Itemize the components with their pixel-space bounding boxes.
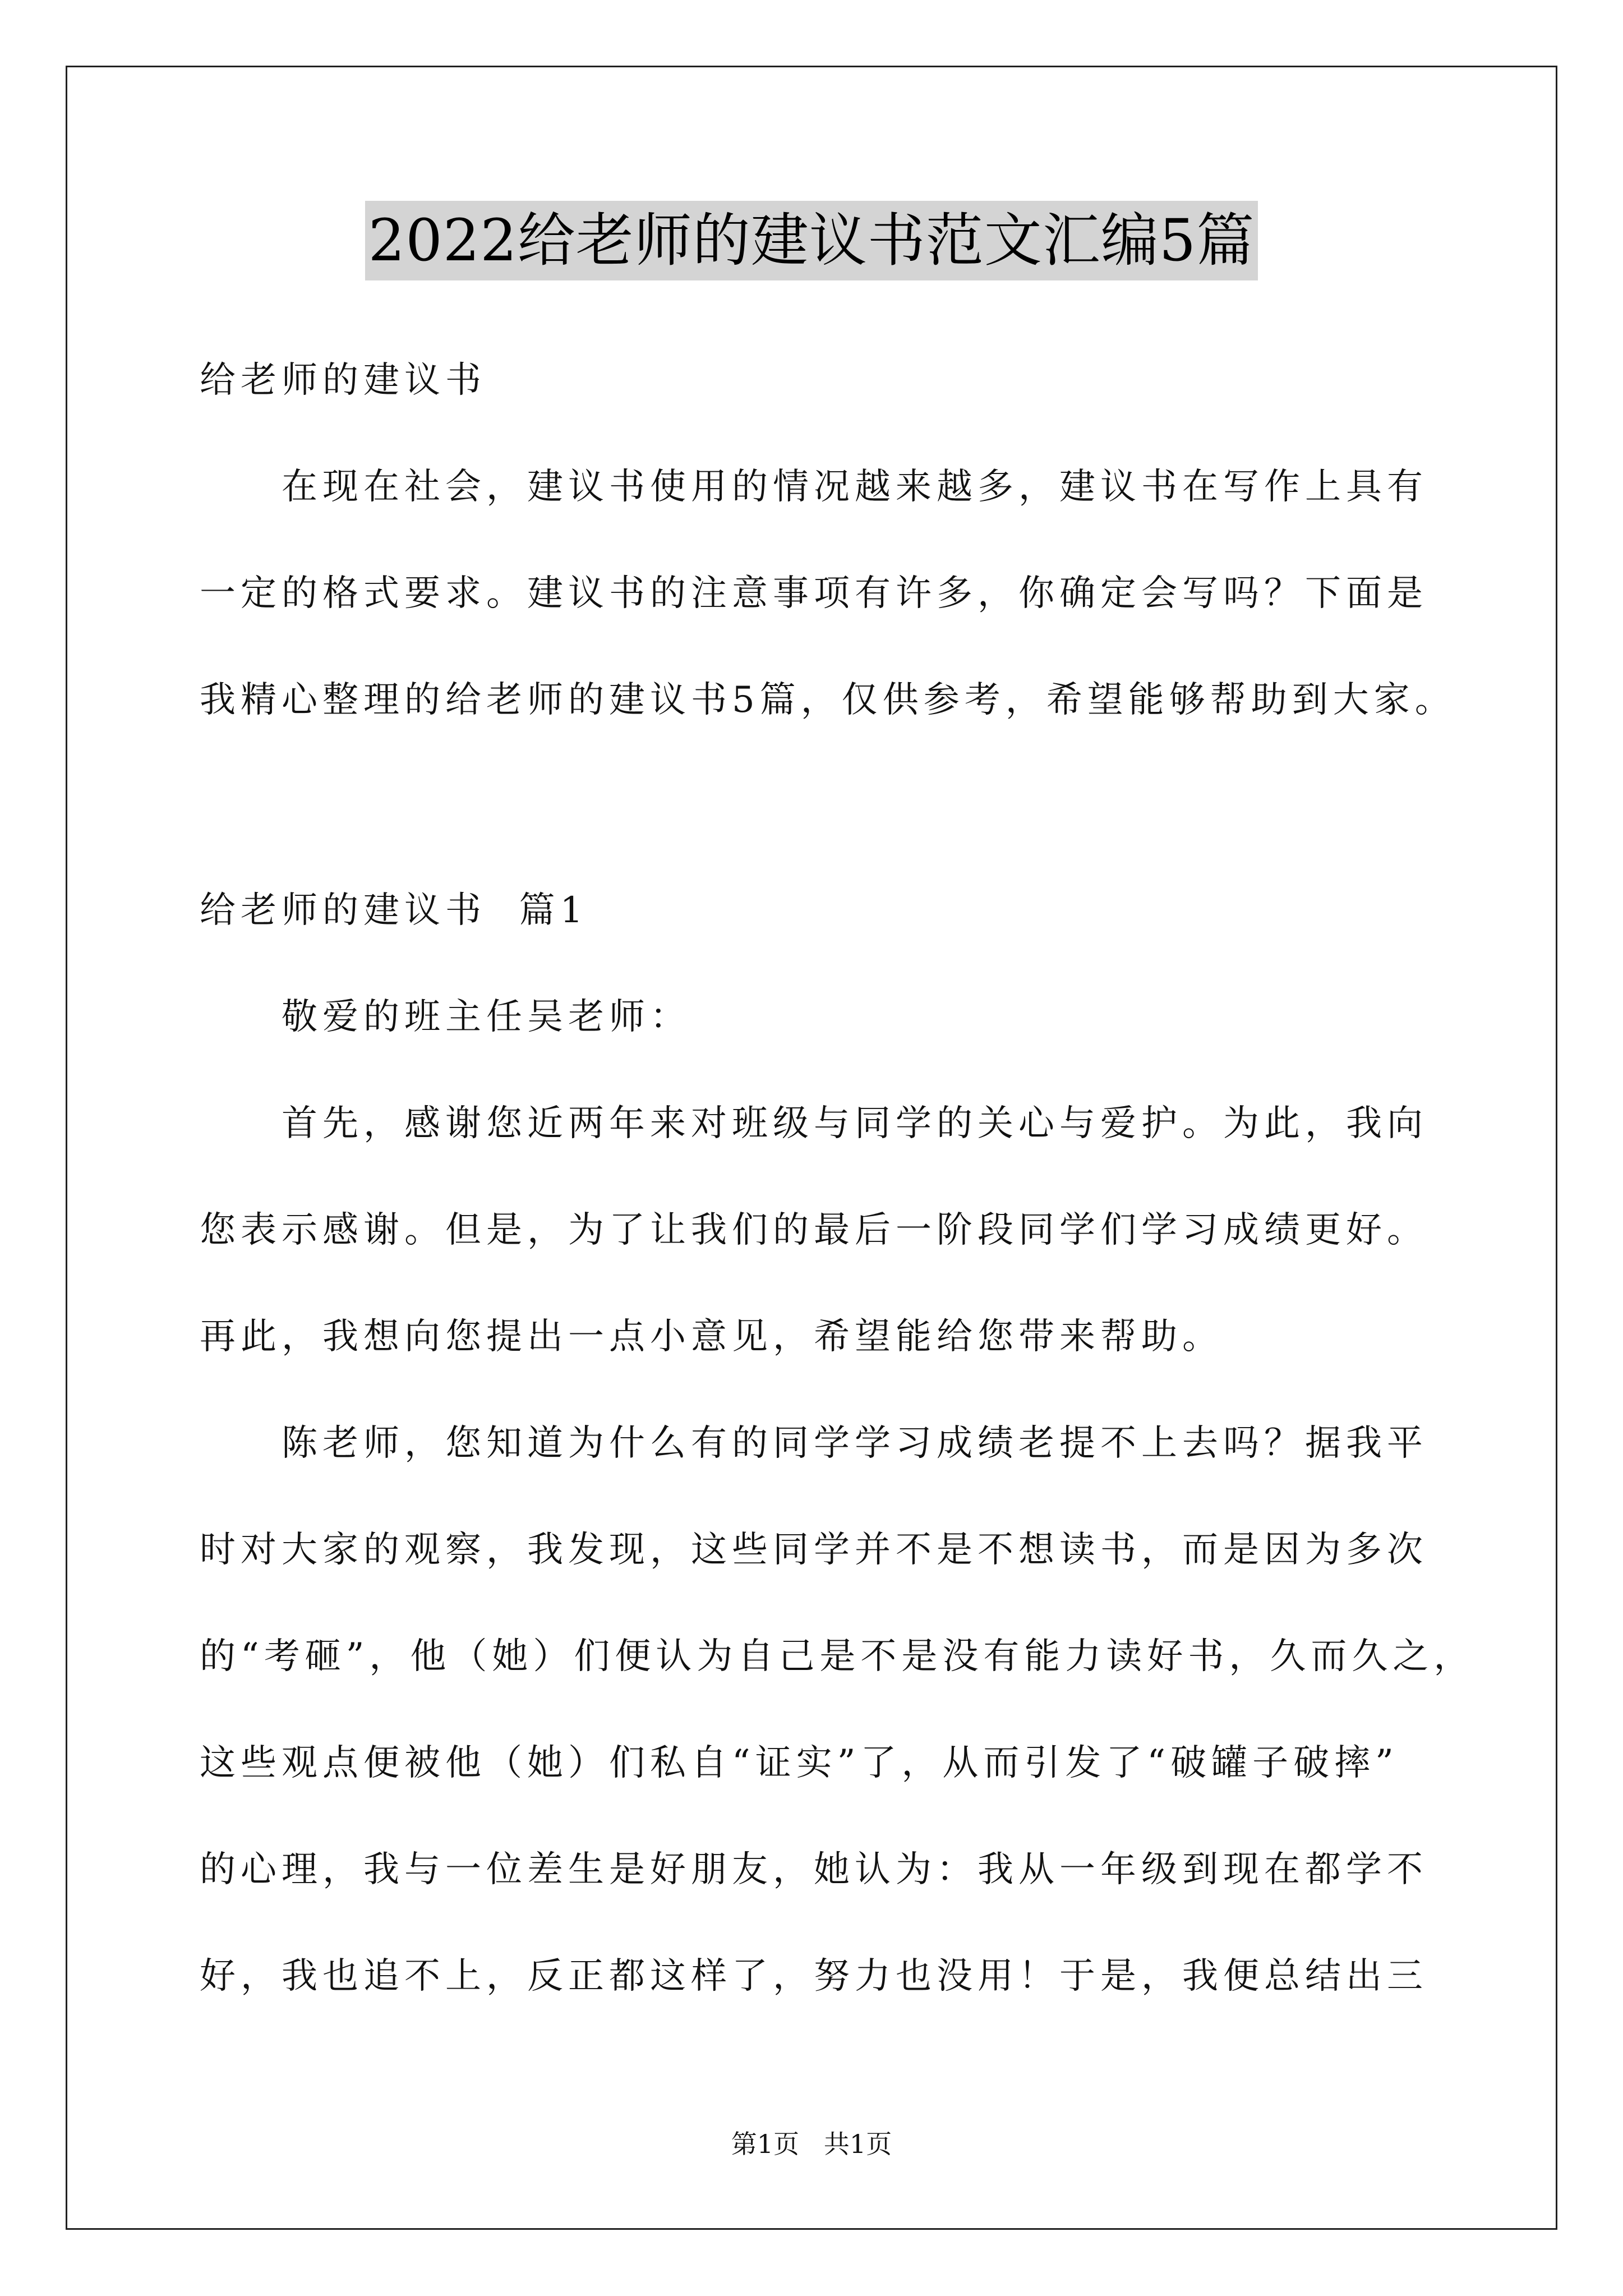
intro-line-1: 在现在社会，建议书使用的情况越来越多，建议书在写作上具有 bbox=[282, 466, 1428, 508]
section-heading: 给老师的建议书 bbox=[200, 360, 486, 401]
paragraph-2-line-3: 的“考砸”，他（她）们便认为自己是不是没有能力读好书，久而久之， bbox=[200, 1636, 1475, 1677]
article-heading: 给老师的建议书 篇1 bbox=[200, 890, 588, 931]
paragraph-1-line-1: 首先，感谢您近两年来对班级与同学的关心与爱护。为此，我向 bbox=[282, 1103, 1428, 1144]
salutation: 敬爱的班主任吴老师： bbox=[282, 996, 691, 1038]
intro-line-3: 我精心整理的给老师的建议书5篇，仅供参考，希望能够帮助到大家。 bbox=[200, 679, 1456, 721]
paragraph-2-line-4: 这些观点便被他（她）们私自“证实”了，从而引发了“破罐子破摔” bbox=[200, 1742, 1399, 1784]
paragraph-2-line-6: 好，我也追不上，反正都这样了，努力也没用！于是，我便总结出三 bbox=[200, 1955, 1428, 1997]
paragraph-2-line-5: 的心理，我与一位差生是好朋友，她认为：我从一年级到现在都学不 bbox=[200, 1849, 1428, 1890]
document-title: 2022给老师的建议书范文汇编5篇 bbox=[365, 201, 1258, 280]
paragraph-1-line-2: 您表示感谢。但是，为了让我们的最后一阶段同学们学习成绩更好。 bbox=[200, 1209, 1428, 1251]
paragraph-2-line-1: 陈老师，您知道为什么有的同学学习成绩老提不上去吗？据我平 bbox=[282, 1423, 1428, 1464]
intro-line-2: 一定的格式要求。建议书的注意事项有许多，你确定会写吗？下面是 bbox=[200, 573, 1428, 614]
paragraph-1-line-3: 再此，我想向您提出一点小意见，希望能给您带来帮助。 bbox=[200, 1316, 1223, 1358]
paragraph-2-line-2: 时对大家的观察，我发现，这些同学并不是不想读书，而是因为多次 bbox=[200, 1529, 1428, 1571]
page-footer: 第1页 共1页 bbox=[731, 2129, 892, 2159]
title-container bbox=[0, 201, 1623, 280]
